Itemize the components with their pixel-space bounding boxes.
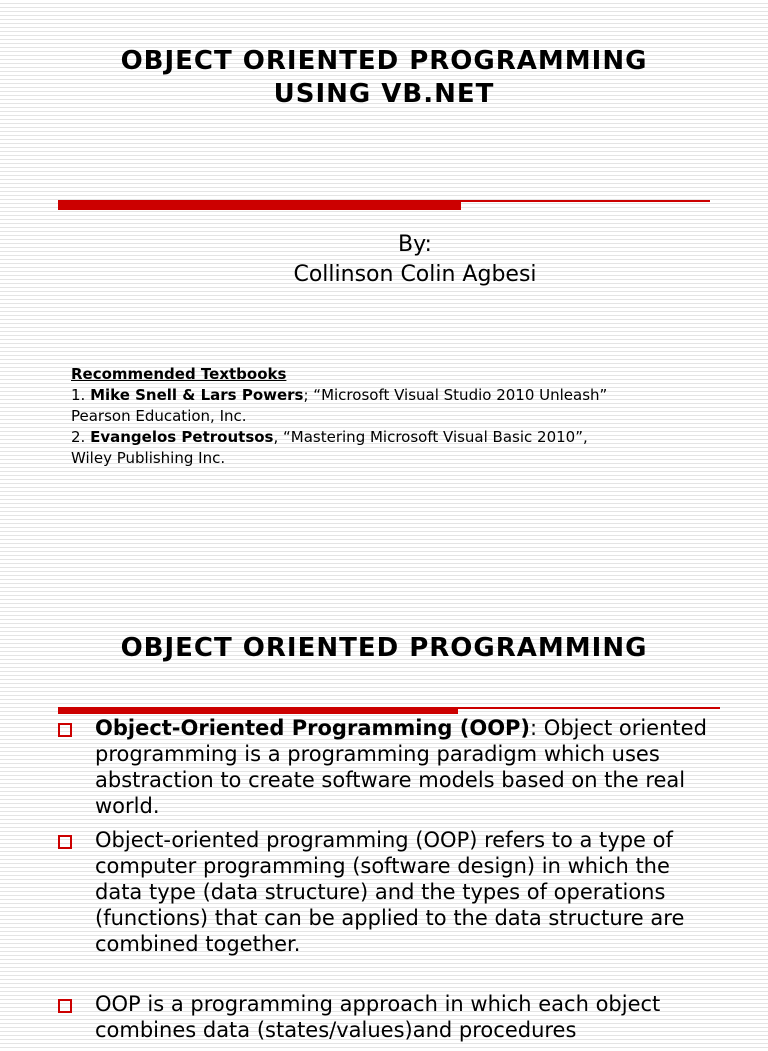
reference-authors: Mike Snell & Lars Powers	[90, 386, 304, 404]
divider-accent-bar	[58, 707, 458, 714]
reference-number: 1.	[71, 386, 91, 404]
square-bullet-icon	[58, 723, 72, 737]
references-heading: Recommended Textbooks	[71, 365, 287, 383]
author-block	[0, 230, 768, 290]
slide-heading: OBJECT ORIENTED PROGRAMMING	[120, 633, 648, 663]
reference-item	[71, 427, 631, 469]
author-name: Collinson Colin Agbesi	[293, 262, 537, 287]
bullet-list	[58, 715, 718, 1051]
divider-accent-bar	[58, 200, 461, 210]
square-bullet-icon	[58, 835, 72, 849]
bullet-item	[58, 715, 718, 819]
slide-title-heading	[0, 45, 768, 111]
recommended-textbooks	[71, 364, 631, 469]
bullet-term: Object-Oriented Programming (OOP)	[95, 716, 531, 740]
bullet-text: OOP is a programming approach in which each object combines data (states/values)and procedures	[95, 992, 661, 1042]
bullet-item	[58, 827, 718, 957]
slide-oop	[0, 590, 768, 1042]
reference-authors: Evangelos Petroutsos	[90, 428, 274, 446]
reference-detail: , “Mastering Microsoft Visual Basic 2010”, Wiley Publishing Inc.	[71, 428, 588, 467]
reference-item	[71, 385, 631, 427]
reference-number: 2.	[71, 428, 91, 446]
title-line-1: OBJECT ORIENTED PROGRAMMING	[120, 46, 648, 76]
bullet-text: : Object oriented programming is a programming paradigm which uses abstraction to create software models based on the real world.	[95, 716, 707, 818]
reference-detail: ; “Microsoft Visual Studio 2010 Unleash” Pearson Education, Inc.	[71, 386, 608, 425]
title-line-2: USING VB.NET	[273, 79, 495, 109]
bullet-text: Object-oriented programming (OOP) refers to a type of computer programming (software design) in which the data type (data structure) and the types of operations (functions) that can be applied to the data structure are combined together.	[95, 828, 685, 956]
bullet-item	[58, 991, 718, 1043]
by-label: By:	[398, 232, 432, 257]
square-bullet-icon	[58, 999, 72, 1013]
